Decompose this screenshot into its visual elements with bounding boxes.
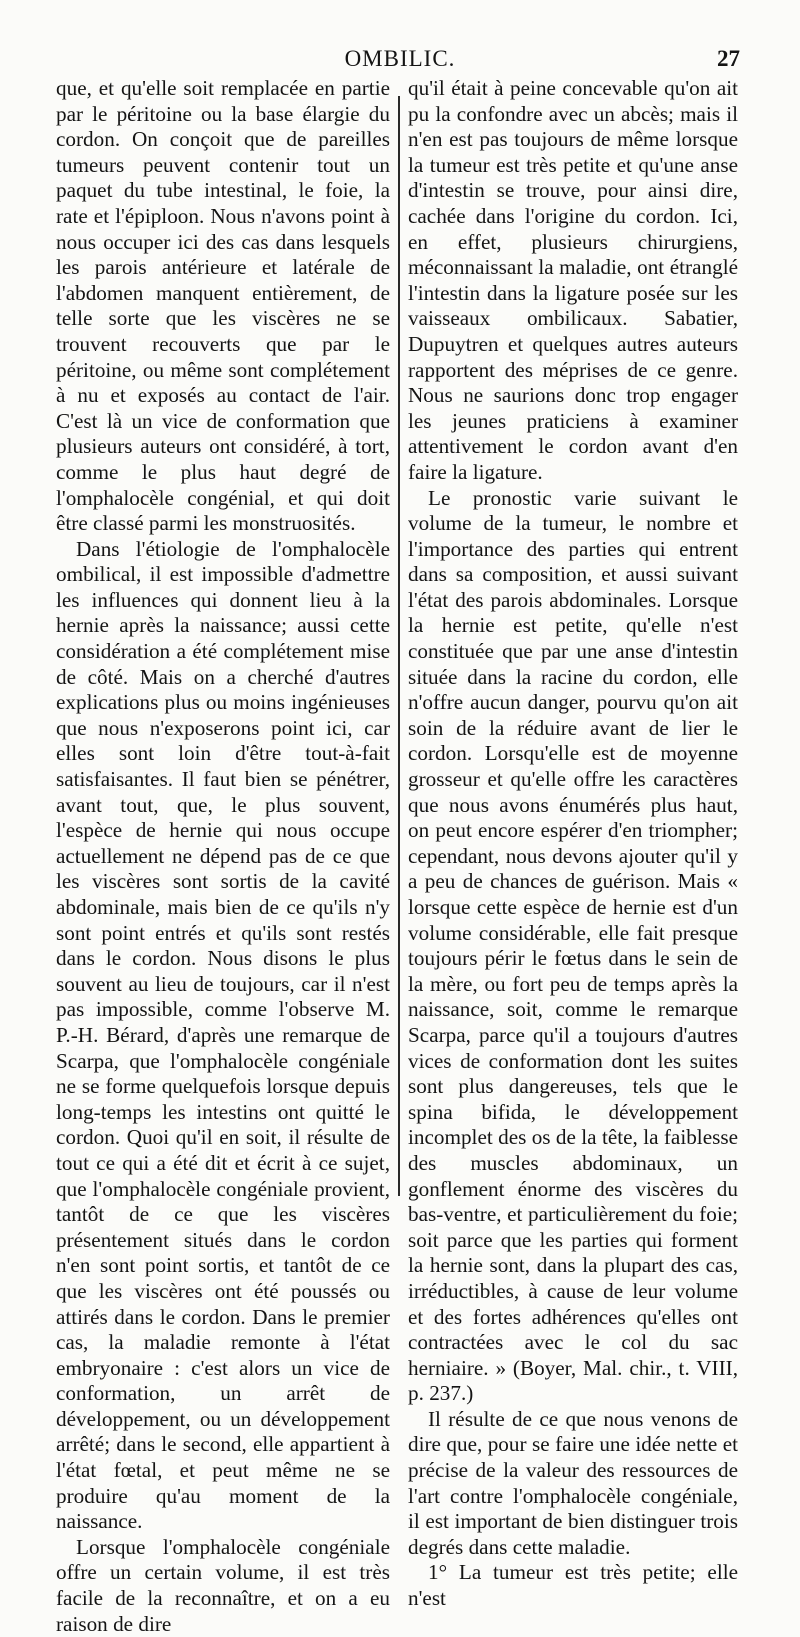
running-title: OMBILIC.: [344, 46, 456, 71]
left-paragraph-1: que, et qu'elle soit remplacée en partie par le péritoine ou la base élargie du cordon. On conçoit que de pareilles tumeurs peuvent contenir tout un paquet du tube intestinal, le foie, la rate et l'épiploon. Nous n'avons point à nous occuper ici des cas dans lesquels les parois antérieure et latérale de l'abdomen manquent entièrement, de telle sorte que les viscères ne se trouvent recouverts que par le péritoine, ou même sont complétement à nu et exposés au contact de l'air. C'est là un vice de conformation que plusieurs auteurs ont considéré, à tort, comme le plus haut degré de l'omphalocèle congénial, et qui doit être classé parmi les monstruosités.: [56, 76, 390, 536]
right-column: [408, 76, 738, 1612]
left-paragraph-2: Dans l'étiologie de l'omphalocèle ombilical, il est impossible d'admettre les influences qui donnent lieu à la hernie après la naissance; aussi cette considération a été complétement mise de côté. Mais on a cherché d'autres explications plus ou moins ingénieuses que nous n'exposerons point ici, car elles sont loin d'être tout-à-fait satisfaisantes. Il faut bien se pénétrer, avant tout, que, le plus souvent, l'espèce de hernie qui nous occupe actuellement ne dépend pas de ce que les viscères sont sortis de la cavité abdominale, mais bien de ce qu'ils n'y sont point entrés et qu'ils sont restés dans le cordon. Nous disons le plus souvent au lieu de toujours, car il n'est pas impossible, comme l'observe M. P.-H. Bérard, d'après une remarque de Scarpa, que l'omphalocèle congéniale ne se forme quelquefois lorsque depuis long-temps les intestins ont quitté le cordon. Quoi qu'il en soit, il résulte de tout ce qui a été dit et écrit à ce sujet, que l'omphalocèle congéniale provient, tantôt de ce que les viscères présentement situés dans le cordon n'en sont point sortis, et tantôt de ce que les viscères ont été poussés ou attirés dans le cordon. Dans le premier cas, la maladie remonte à l'état embryonaire : c'est alors un vice de conformation, un arrêt de développement, ou un développement arrêté; dans le second, elle appartient à l'état fœtal, et peut même ne se produire qu'au moment de la naissance.: [56, 536, 390, 1534]
right-paragraph-1: qu'il était à peine concevable qu'on ait pu la confondre avec un abcès; mais il n'en est pas toujours de même lorsque la tumeur est très petite et qu'une anse d'intestin se trouve, pour ainsi dire, cachée dans l'origine du cordon. Ici, en effet, plusieurs chirurgiens, méconnaissant la maladie, ont étranglé l'intestin dans la ligature posée sur les vaisseaux ombilicaux. Sabatier, Dupuytren et quelques autres auteurs rapportent des méprises de ce genre. Nous ne saurions donc trop engager les jeunes praticiens à examiner attentivement le cordon avant d'en faire la ligature.: [408, 76, 738, 484]
right-paragraph-3: Il résulte de ce que nous venons de dire que, pour se faire une idée nette et précise de la valeur des ressources de l'art contre l'omphalocèle congéniale, il est important de bien distinguer trois degrés dans cette maladie.: [408, 1406, 738, 1559]
left-column: [56, 76, 390, 1637]
running-head: [0, 44, 800, 74]
column-divider: [398, 96, 400, 1196]
page-number: 27: [717, 46, 740, 71]
left-paragraph-3: Lorsque l'omphalocèle congéniale offre un certain volume, il est très facile de la reconnaître, et on a eu raison de dire: [56, 1534, 390, 1636]
right-paragraph-2: Le pronostic varie suivant le volume de la tumeur, le nombre et l'importance des parties qui entrent dans sa composition, et aussi suivant l'état des parois abdominales. Lorsque la hernie est petite, qu'elle n'est constituée que par une anse d'intestin située dans la racine du cordon, elle n'offre aucun danger, pourvu qu'on ait soin de la réduire avant de lier le cordon. Lorsqu'elle est de moyenne grosseur et qu'elle offre les caractères que nous avons énumérés plus haut, on peut encore espérer d'en triompher; cependant, nous devons ajouter qu'il y a peu de chances de guérison. Mais « lorsque cette espèce de hernie est d'un volume considérable, elle fait presque toujours périr le fœtus dans le sein de la mère, ou fort peu de temps après la naissance, soit, comme le remarque Scarpa, parce qu'il a toujours d'autres vices de conformation dont les suites sont plus dangereuses, tels que le spina bifida, le développement incomplet des os de la tête, la faiblesse des muscles abdominaux, un gonflement énorme des viscères du bas-ventre, et particulièrement du foie; soit parce que les parties qui forment la hernie sont, dans la plupart des cas, irréductibles, à cause de leur volume et des fortes adhérences qu'elles ont contractées avec le col du sac herniaire. » (Boyer, Mal. chir., t. VIII, p. 237.): [408, 485, 738, 1406]
right-paragraph-4: 1° La tumeur est très petite; elle n'est: [408, 1560, 738, 1611]
